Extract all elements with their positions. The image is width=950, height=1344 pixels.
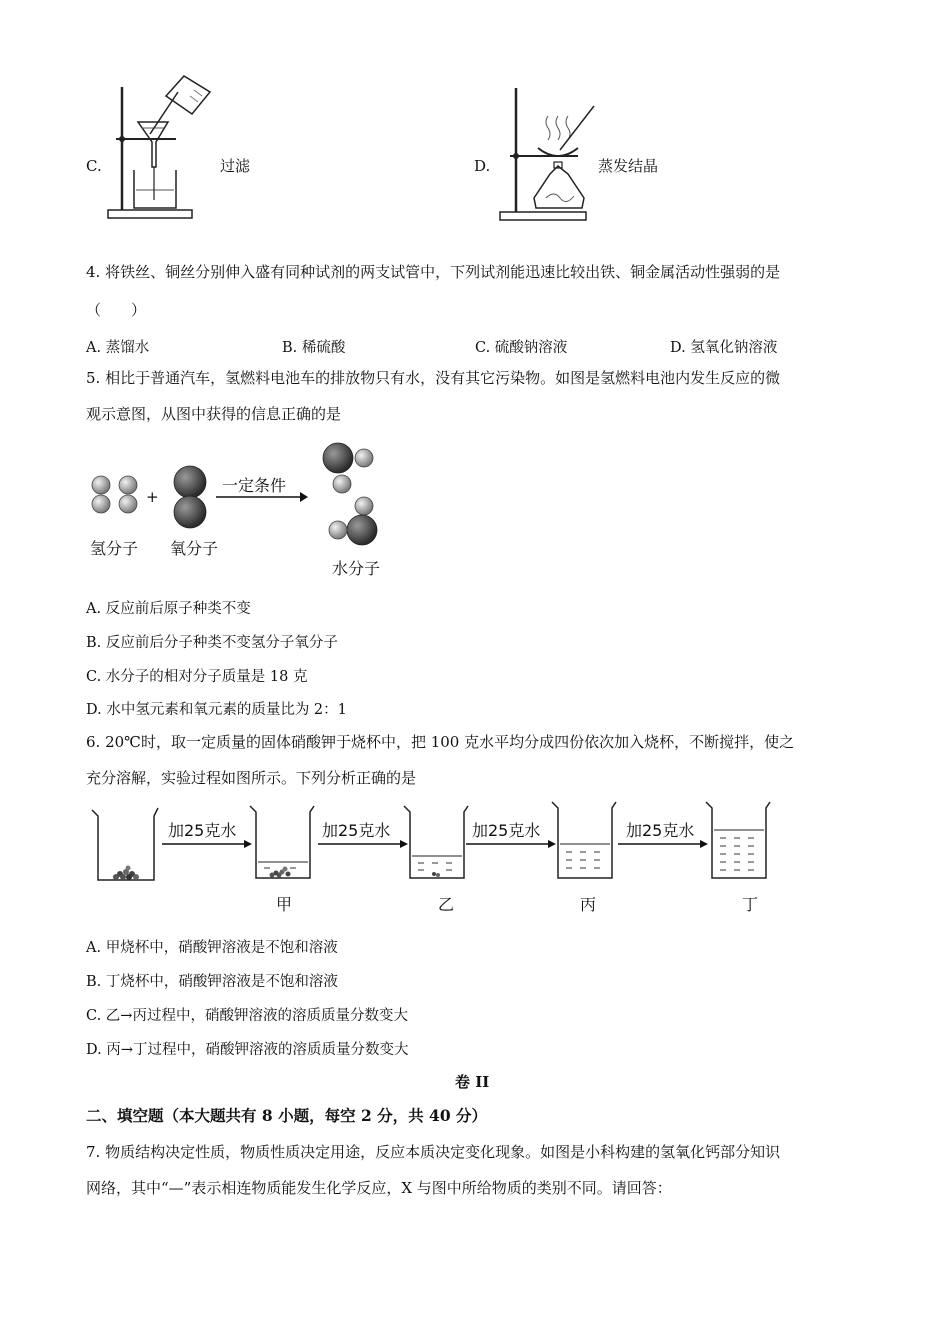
q6-option-d: D. 丙→丁过程中，硝酸钾溶液的溶质质量分数变大 xyxy=(86,1042,409,1058)
q6-option-a: A. 甲烧杯中，硝酸钾溶液是不饱和溶液 xyxy=(86,940,338,956)
section-heading: 二、填空题（本大题共有 8 小题，每空 2 分，共 40 分） xyxy=(86,1106,488,1125)
q7-line1: 7. 物质结构决定性质，物质性质决定用途，反应本质决定变化现象。如图是小科构建的氢氧化钙部分知识 xyxy=(86,1143,781,1161)
add-water-label-4: 加25克水 xyxy=(626,821,695,840)
beaker-label-ding: 丁 xyxy=(742,895,759,914)
add-water-label-1: 加25克水 xyxy=(168,821,237,840)
q4-stem: 4. 将铁丝、铜丝分别伸入盛有同种试剂的两支试管中，下列试剂能迅速比较出铁、铜金属活动性强弱的是 xyxy=(86,263,781,281)
q6-option-c: C. 乙→丙过程中，硝酸钾溶液的溶质质量分数变大 xyxy=(86,1008,408,1024)
beaker-sequence xyxy=(86,800,786,920)
q6-option-b: B. 丁烧杯中，硝酸钾溶液是不饱和溶液 xyxy=(86,974,338,990)
q5-stem-line2: 观示意图，从图中获得的信息正确的是 xyxy=(86,405,342,423)
q6-beaker-diagram xyxy=(86,800,786,920)
oxygen-molecule-label: 氧分子 xyxy=(170,539,219,558)
filtration-apparatus-image xyxy=(106,72,226,227)
option-d-evaporation xyxy=(474,72,774,232)
q4-option-d: D. 氢氧化钠溶液 xyxy=(670,340,778,356)
plus-sign: + xyxy=(146,488,159,506)
q5-option-d: D. 水中氢元素和氧元素的质量比为 2：1 xyxy=(86,702,347,718)
q5-option-b: B. 反应前后分子种类不变氢分子氧分子 xyxy=(86,635,338,651)
add-water-label-2: 加25克水 xyxy=(322,821,391,840)
q5-option-a: A. 反应前后原子种类不变 xyxy=(86,601,251,617)
water-molecule-label: 水分子 xyxy=(332,559,381,578)
add-water-label-3: 加25克水 xyxy=(472,821,541,840)
reaction-condition-label: 一定条件 xyxy=(222,476,287,495)
q6-stem-line1: 6. 20℃时，取一定质量的固体硝酸钾于烧杯中，把 100 克水平均分成四份依次加入烧杯，不断搅拌，使之 xyxy=(86,733,795,751)
q7-line2: 网络，其中“—”表示相连物质能发生化学反应，X 与图中所给物质的类别不同。请回答： xyxy=(86,1179,672,1197)
molecule-diagram xyxy=(86,440,406,585)
evaporation-apparatus-image xyxy=(498,82,618,227)
q4-paren: （ ） xyxy=(86,301,147,319)
option-c-text: 过滤 xyxy=(220,157,251,175)
q6-stem-line2: 充分溶解，实验过程如图所示。下列分析正确的是 xyxy=(86,769,417,787)
beaker-label-yi: 乙 xyxy=(438,895,455,914)
q5-reaction-diagram xyxy=(86,440,406,585)
option-d-text: 蒸发结晶 xyxy=(598,157,659,175)
solid-crystals-0 xyxy=(113,866,139,881)
beaker-label-bing: 丙 xyxy=(580,895,597,914)
beaker-label-jia: 甲 xyxy=(276,895,293,914)
q5-stem-line1: 5. 相比于普通汽车，氢燃料电池车的排放物只有水，没有其它污染物。如图是氢燃料电池内发生反应的微 xyxy=(86,369,781,387)
option-d-label: D. xyxy=(474,157,491,175)
volume-heading: 卷 II xyxy=(455,1073,490,1091)
q4-option-a: A. 蒸馏水 xyxy=(86,340,150,356)
option-c-filtration xyxy=(86,72,386,232)
q4-option-b: B. 稀硫酸 xyxy=(282,340,346,356)
q4-option-c: C. 硫酸钠溶液 xyxy=(475,340,568,356)
option-c-label: C. xyxy=(86,157,102,175)
hydrogen-molecule-label: 氢分子 xyxy=(90,539,139,558)
q5-option-c: C. 水分子的相对分子质量是 18 克 xyxy=(86,669,308,685)
